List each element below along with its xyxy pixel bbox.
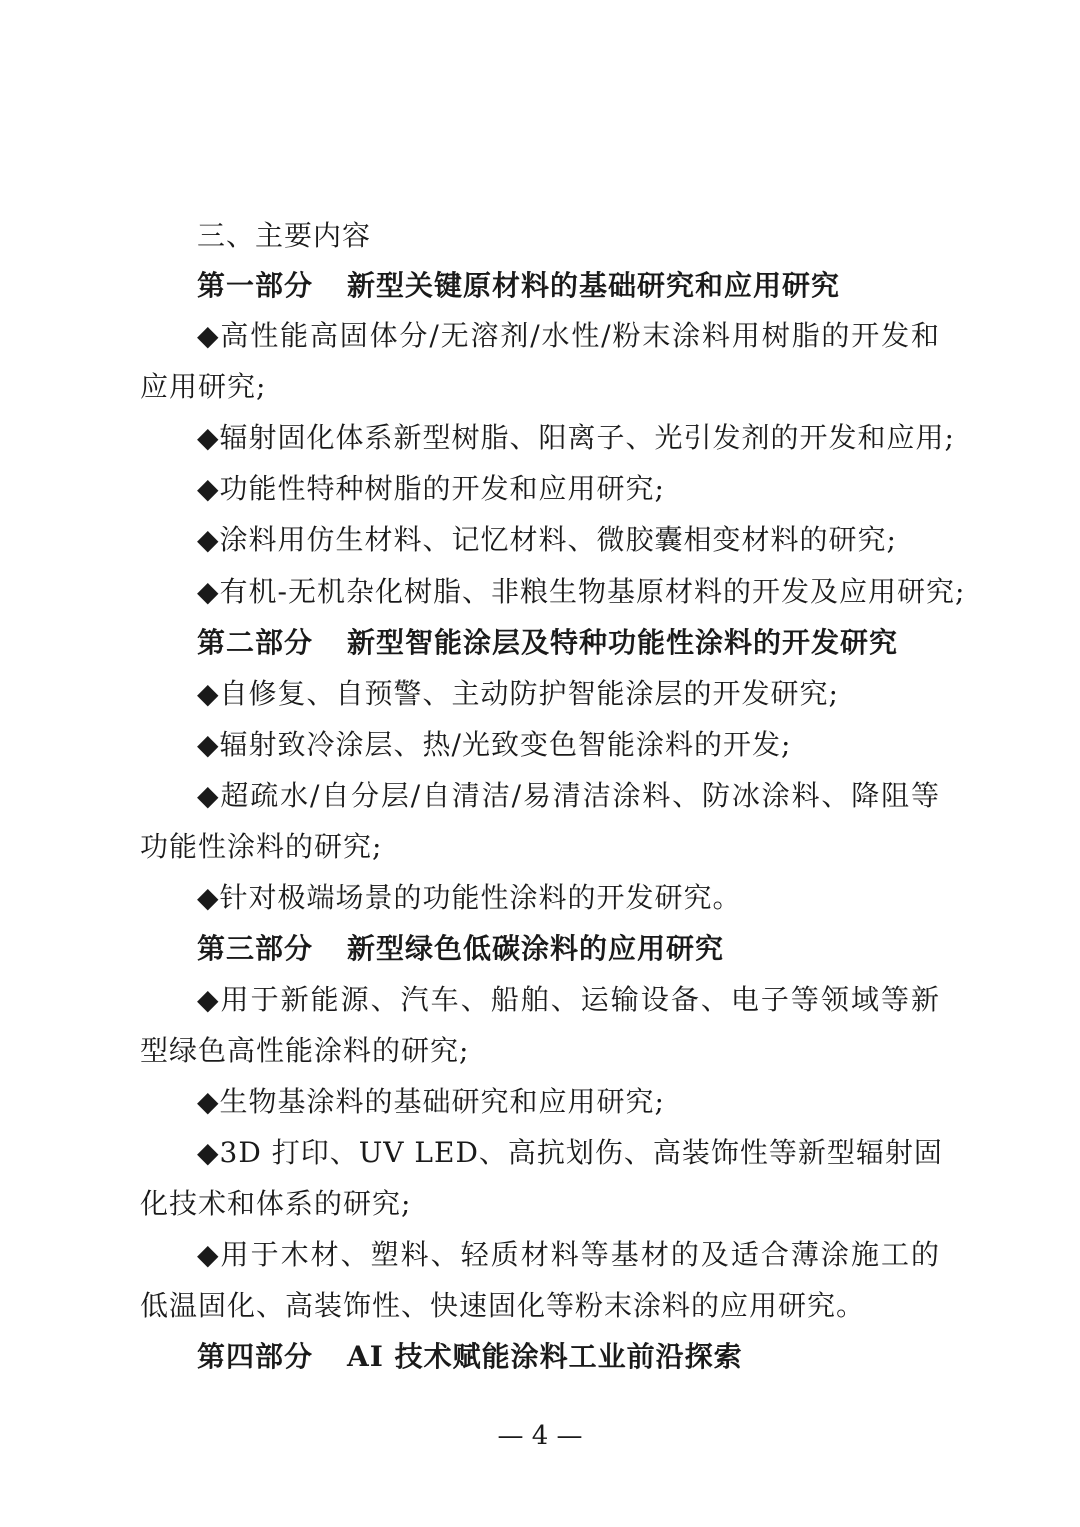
part-3-label: 第三部分	[197, 932, 314, 965]
bullet-2-3-line-1: ◆超疏水/自分层/自清洁/易清洁涂料、防冰涂料、降阻等	[197, 779, 940, 812]
bullet-1-4: ◆涂料用仿生材料、记忆材料、微胶囊相变材料的研究;	[197, 523, 897, 556]
part-2-heading	[197, 623, 940, 663]
bullet-2-3-line-2: 功能性涂料的研究;	[140, 830, 383, 863]
bullet-3-1-line-1: ◆用于新能源、汽车、船舶、运输设备、电子等领域等新	[197, 983, 940, 1016]
bullet-1-5: ◆有机-无机杂化树脂、非粮生物基原材料的开发及应用研究;	[197, 575, 966, 608]
part-1-label: 第一部分	[197, 269, 314, 302]
part-4-title: AI 技术赋能涂料工业前沿探索	[347, 1340, 743, 1373]
bullet-3-2: ◆生物基涂料的基础研究和应用研究;	[197, 1085, 665, 1118]
bullet-3-3-line-2: 化技术和体系的研究;	[140, 1187, 412, 1220]
section-title: 三、主要内容	[197, 219, 372, 252]
part-2-label: 第二部分	[197, 626, 314, 659]
bullet-1-1-line-2: 应用研究;	[140, 370, 267, 403]
page-number: — 4 —	[497, 1421, 583, 1451]
part-1-title: 新型关键原材料的基础研究和应用研究	[347, 269, 841, 302]
part-1-heading	[197, 266, 940, 306]
part-3-title: 新型绿色低碳涂料的应用研究	[347, 932, 725, 965]
part-3-heading	[197, 929, 940, 969]
bullet-2-2: ◆辐射致冷涂层、热/光致变色智能涂料的开发;	[197, 728, 792, 761]
part-4-heading	[197, 1337, 940, 1377]
bullet-3-4-line-1: ◆用于木材、塑料、轻质材料等基材的及适合薄涂施工的	[197, 1238, 940, 1271]
bullet-2-1: ◆自修复、自预警、主动防护智能涂层的开发研究;	[197, 677, 839, 710]
bullet-1-3: ◆功能性特种树脂的开发和应用研究;	[197, 472, 665, 505]
bullet-1-1-line-1: ◆高性能高固体分/无溶剂/水性/粉末涂料用树脂的开发和	[197, 319, 940, 352]
bullet-3-4-line-2: 低温固化、高装饰性、快速固化等粉末涂料的应用研究。	[140, 1289, 866, 1322]
part-4-label: 第四部分	[197, 1340, 314, 1373]
bullet-3-3-line-1: ◆3D 打印、UV LED、高抗划伤、高装饰性等新型辐射固	[197, 1136, 943, 1169]
part-2-title: 新型智能涂层及特种功能性涂料的开发研究	[347, 626, 899, 659]
bullet-1-2: ◆辐射固化体系新型树脂、阳离子、光引发剂的开发和应用;	[197, 421, 955, 454]
bullet-2-4: ◆针对极端场景的功能性涂料的开发研究。	[197, 881, 742, 914]
bullet-3-1-line-2: 型绿色高性能涂料的研究;	[140, 1034, 470, 1067]
